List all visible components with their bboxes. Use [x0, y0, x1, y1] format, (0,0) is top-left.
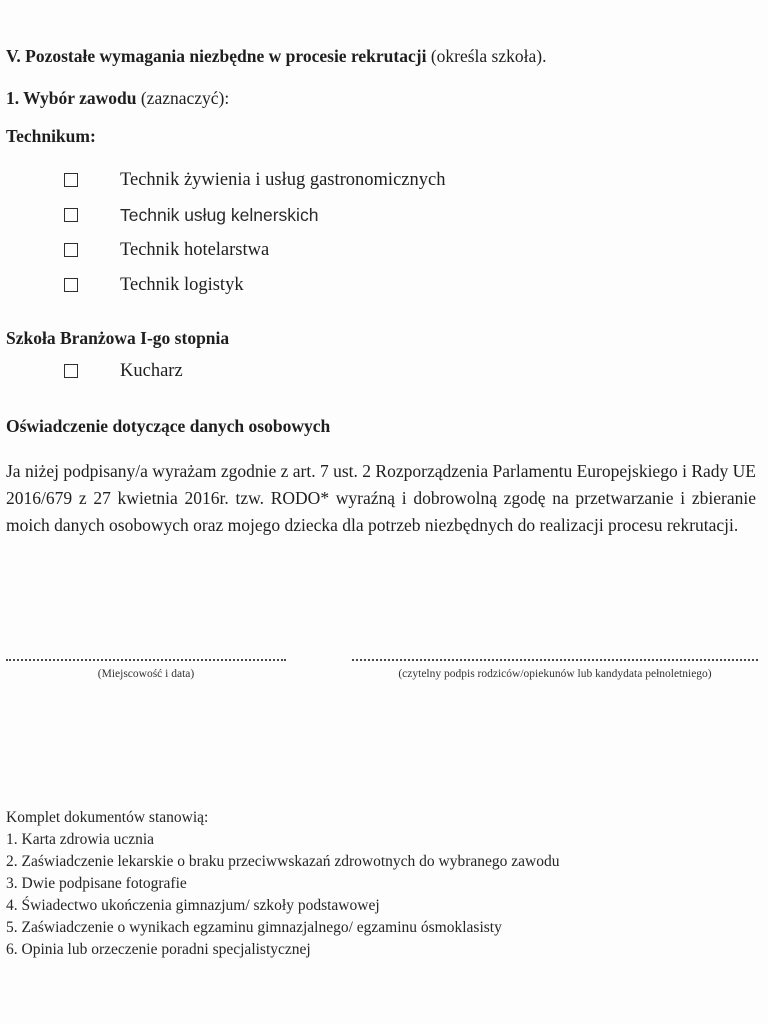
consent-paragraph: Ja niżej podpisany/a wyrażam zgodnie z art. 7 ust. 2 Rozporządzenia Parlamentu Europejskiego i Rady UE 2016/679 z 27 kwietnia 2016r. tzw. RODO* wyraźną i dobrowolną zgodę na przetwarzanie i zbieranie moich danych osobowych oraz mojego dziecka dla potrzeb niezbędnych do realizacji procesu rekrutacji. [6, 461, 756, 535]
signature-label-place-date: (Miejscowość i data) [97, 668, 195, 680]
document-item-4: 4. Świadectwo ukończenia gimnazjum/ szkoły podstawowej [6, 897, 380, 914]
branzowa-heading: Szkoła Branżowa I-go stopnia [6, 328, 230, 348]
document-item-1: 1. Karta zdrowia ucznia [6, 831, 155, 848]
signature-section [6, 659, 758, 681]
option-label-technik-zywienia: Technik żywienia i usług gastronomicznych [120, 169, 446, 190]
document-item-6: 6. Opinia lub orzeczenie poradni specjalistycznej [6, 941, 311, 958]
checkbox-technik-logistyk[interactable] [64, 278, 78, 292]
document-item-5: 5. Zaświadczenie o wynikach egzaminu gimnazjalnego/ egzaminu ósmoklasisty [6, 919, 502, 936]
section-v-heading-bold: V. Pozostałe wymagania niezbędne w procesie rekrutacji [6, 46, 427, 66]
technikum-options [6, 170, 758, 295]
signature-label-parent: (czytelny podpis rodziców/opiekunów lub kandydata pełnoletniego) [398, 668, 712, 680]
option-row-technik-kelnerskich [6, 205, 758, 225]
option-label-technik-hotelarstwa: Technik hotelarstwa [120, 239, 270, 260]
signature-place-date [6, 659, 286, 681]
checkbox-technik-kelnerskich[interactable] [64, 208, 78, 222]
question-1-label [6, 88, 758, 108]
technikum-heading: Technikum: [6, 126, 96, 146]
option-row-kucharz [6, 361, 758, 381]
question-1-label-bold: 1. Wybór zawodu [6, 88, 137, 108]
signature-line-place-date[interactable] [6, 659, 286, 661]
option-row-technik-logistyk [6, 275, 758, 295]
signature-parent [352, 659, 758, 681]
option-label-technik-kelnerskich: Technik usług kelnerskich [120, 204, 319, 225]
document-item-3: 3. Dwie podpisane fotografie [6, 875, 187, 892]
question-1-label-normal: (zaznaczyć): [136, 88, 230, 108]
checkbox-kucharz[interactable] [64, 364, 78, 378]
option-label-kucharz: Kucharz [120, 360, 183, 381]
option-row-technik-zywienia [6, 170, 758, 190]
oswiadczenie-heading: Oświadczenie dotyczące danych osobowych [6, 416, 331, 436]
documents-heading: Komplet dokumentów stanowią: [6, 809, 209, 826]
option-row-technik-hotelarstwa [6, 240, 758, 260]
checkbox-technik-zywienia[interactable] [64, 173, 78, 187]
section-v-heading-normal: (określa szkoła). [426, 46, 547, 66]
section-v-heading [6, 46, 758, 66]
document-item-2: 2. Zaświadczenie lekarskie o braku przeciwwskazań zdrowotnych do wybranego zawodu [6, 853, 560, 870]
checkbox-technik-hotelarstwa[interactable] [64, 243, 78, 257]
option-label-technik-logistyk: Technik logistyk [120, 274, 244, 295]
signature-line-parent[interactable] [352, 659, 758, 661]
documents-list [6, 807, 758, 961]
